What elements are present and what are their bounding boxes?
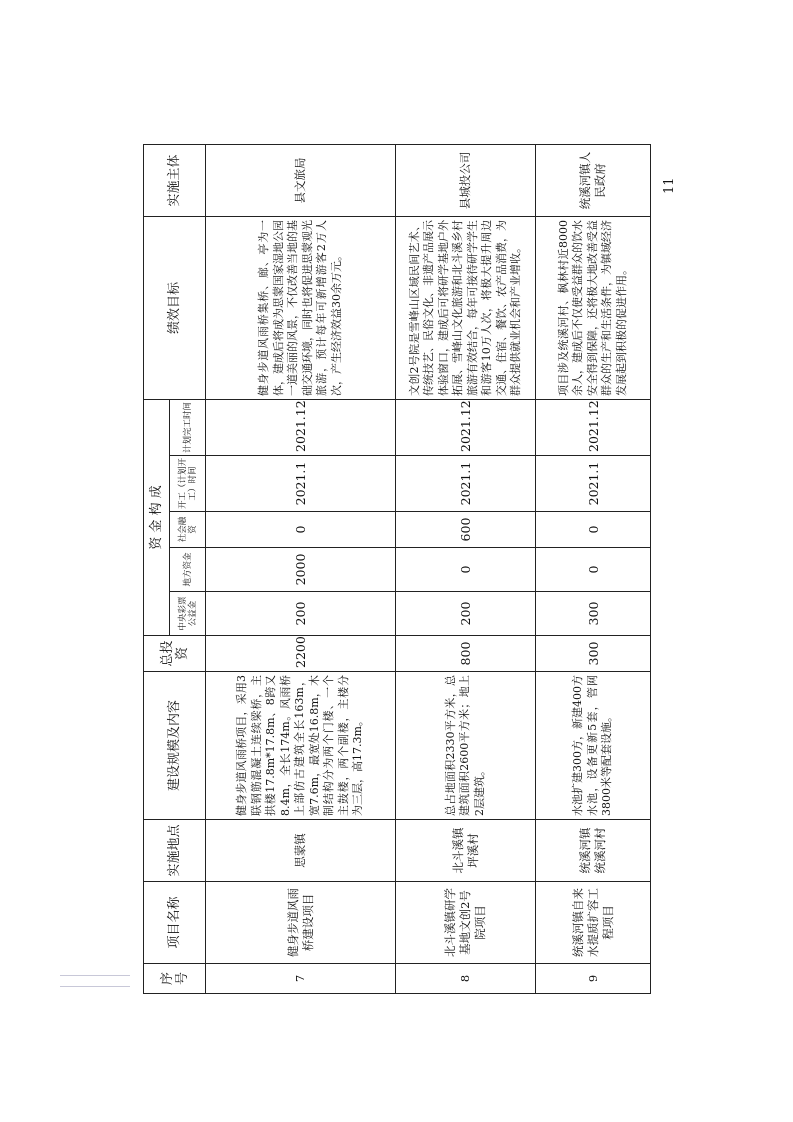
cell-goal: 健身步道风雨桥集桥、廊、亭为一体，建成后将成为思蒙国家湿地公园一道美丽的风景，不仅改善当地的基础交通环境，同时也将促进思蒙观光旅游，预计每年可新增游客2万人次，产生经济效益30余万元。 bbox=[206, 217, 396, 400]
cell-name: 健身步道风雨桥建设项目 bbox=[206, 882, 396, 964]
table-row bbox=[396, 145, 536, 994]
cell-finish: 2021.12 bbox=[396, 400, 536, 456]
cell-total: 2200 bbox=[206, 636, 396, 672]
cell-seq: 9 bbox=[536, 964, 651, 994]
rotated-table-wrapper bbox=[143, 145, 650, 994]
header-funding-group: 资 金 构 成 bbox=[144, 400, 170, 636]
cell-central: 200 bbox=[206, 592, 396, 636]
cell-start: 2021.1 bbox=[536, 456, 651, 512]
header-total: 总投资 bbox=[144, 636, 206, 672]
cell-goal: 项目涉及统溪河村、枫林村近8000余人，建成后不仅使受益群众的饮水安全得到保障，还将极大地改善受益群众的生产和生活条件，为镇域经济发展起到积极的促进作用。 bbox=[536, 217, 651, 400]
cell-goal: 文创2号院是雪峰山区域民间艺术、传统技艺、民俗文化、非遗产品展示体验窗口，建成后可将研学基地户外拓展、雪峰山文化旅游和北斗溪乡村旅游有效结合，每年可接待研学学生和游客10万人次，将极大提升周边交通、住宿、餐饮、农产品消费，为群众提供就业机会和产业增收。 bbox=[396, 217, 536, 400]
cell-owner: 统溪河镇人民政府 bbox=[536, 145, 651, 217]
cell-local: 0 bbox=[396, 548, 536, 592]
project-table bbox=[143, 144, 651, 994]
cell-central: 200 bbox=[396, 592, 536, 636]
header-location: 实施地点 bbox=[144, 820, 206, 882]
cell-name: 北斗溪镇研学基地文创2号院项目 bbox=[396, 882, 536, 964]
cell-finish: 2021.12 bbox=[536, 400, 651, 456]
cell-location: 思蒙镇 bbox=[206, 820, 396, 882]
cell-name: 统溪河镇自来水提质扩容工程项目 bbox=[536, 882, 651, 964]
table-row bbox=[206, 145, 396, 994]
cell-local: 2000 bbox=[206, 548, 396, 592]
cell-owner: 县城投公司 bbox=[396, 145, 536, 217]
header-start: 开工（计划开工）时间 bbox=[170, 456, 206, 512]
cell-social: 0 bbox=[536, 512, 651, 548]
cell-total: 800 bbox=[396, 636, 536, 672]
cell-scope: 水池扩建300方，新建400方水池，设备更新5套，管网3800米等配套设施。 bbox=[536, 672, 651, 820]
header-central: 中央彩票公益金 bbox=[170, 592, 206, 636]
header-scope: 建设规模及内容 bbox=[144, 672, 206, 820]
cell-scope: 总占地面积2330平方米，总建筑面积2600平方米；地上2层建筑。 bbox=[396, 672, 536, 820]
scan-mark bbox=[60, 975, 130, 987]
header-goal: 绩效目标 bbox=[144, 217, 206, 400]
header-owner: 实施主体 bbox=[144, 145, 206, 217]
cell-social: 0 bbox=[206, 512, 396, 548]
cell-central: 300 bbox=[536, 592, 651, 636]
cell-scope: 健身步道风雨桥项目，采用3联钢筋混凝土连续梁桥，主拱楼17.8m*17.8m、8跨又8.4m，全长174m。风雨桥上部仿古建筑全长163m，宽7.6m，最宽处16.8m，木制结构分为两个门楼、一个主鼓楼，两个副楼，主楼分为三层，高17.3m。 bbox=[206, 672, 396, 820]
cell-start: 2021.1 bbox=[396, 456, 536, 512]
header-finish: 计划完工时间 bbox=[170, 400, 206, 456]
header-name: 项目名称 bbox=[144, 882, 206, 964]
cell-owner: 县文旅局 bbox=[206, 145, 396, 217]
table-row bbox=[536, 145, 651, 994]
cell-seq: 7 bbox=[206, 964, 396, 994]
project-table-sheet bbox=[143, 145, 650, 994]
cell-finish: 2021.12 bbox=[206, 400, 396, 456]
cell-local: 0 bbox=[536, 548, 651, 592]
cell-start: 2021.1 bbox=[206, 456, 396, 512]
header-seq: 序号 bbox=[144, 964, 206, 994]
cell-seq: 8 bbox=[396, 964, 536, 994]
cell-location: 统溪河镇统溪河村 bbox=[536, 820, 651, 882]
cell-location: 北斗溪镇坪溪村 bbox=[396, 820, 536, 882]
page-number: 11 bbox=[662, 177, 677, 195]
cell-social: 600 bbox=[396, 512, 536, 548]
header-social: 社会融资 bbox=[170, 512, 206, 548]
cell-total: 300 bbox=[536, 636, 651, 672]
header-local: 地方资金 bbox=[170, 548, 206, 592]
